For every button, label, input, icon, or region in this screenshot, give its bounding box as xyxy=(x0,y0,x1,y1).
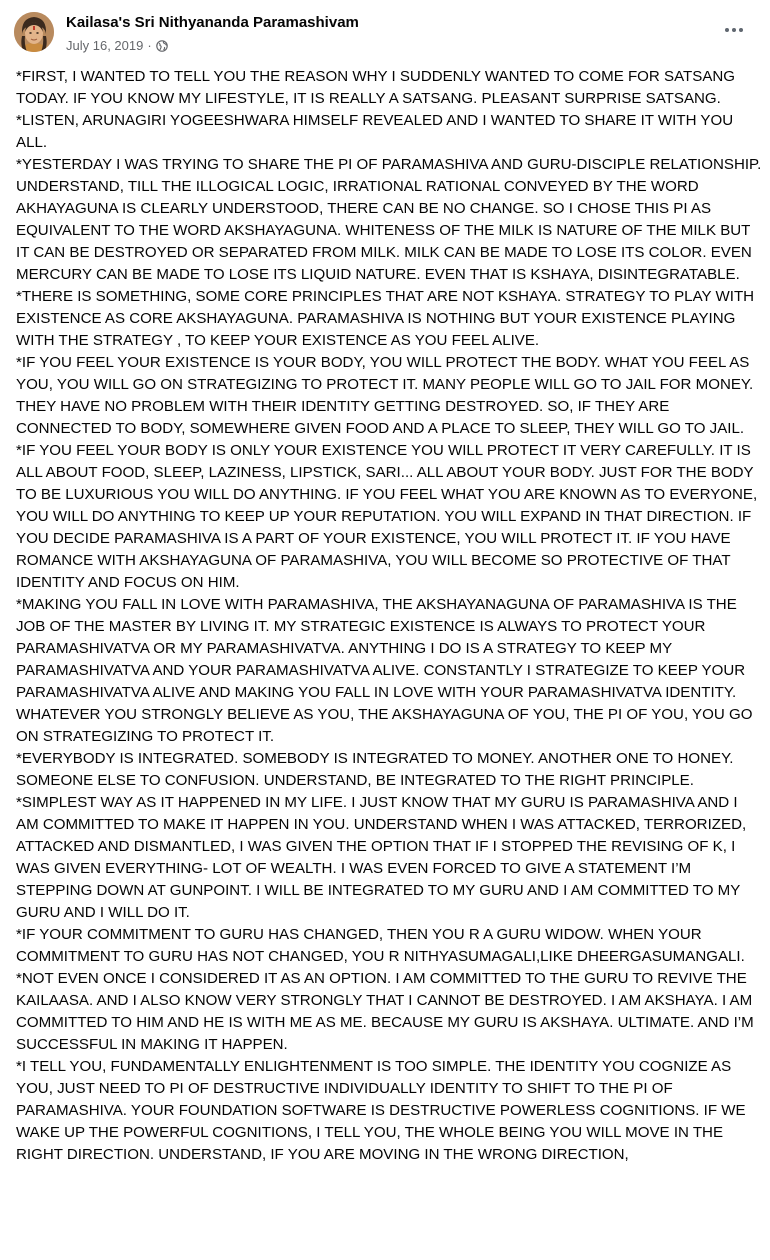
post-header xyxy=(0,0,770,66)
more-dot xyxy=(732,28,736,32)
post-paragraph: *THERE IS SOMETHING, SOME CORE PRINCIPLES THAT ARE NOT KSHAYA. STRATEGY TO PLAY WITH EXISTENCE AS CORE AKSHAYAGUNA. PARAMASHIVA IS NOTHING BUT YOUR EXISTENCE PLAYING WITH THE STRATEGY , TO KEEP YOUR EXISTENCE AS YOU FEEL ALIVE. xyxy=(16,288,755,349)
post-body xyxy=(16,66,762,1166)
post-paragraph: *I TELL YOU, FUNDAMENTALLY ENLIGHTENMENT IS TOO SIMPLE. THE IDENTITY YOU COGNIZE AS YOU, JUST NEED TO PI OF DESTRUCTIVE INDIVIDUALLY IDENTITY TO SHIFT TO THE PI OF PARAMASHIVA. YOUR FOUNDATION SOFTWARE IS DESTRUCTIVE POWERLESS COGNITIONS. IF WE WAKE UP THE POWERFUL COGNITIONS, I TELL YOU, THE WHOLE BEING YOU WILL MOVE IN THE RIGHT DIRECTION. UNDERSTAND, IF YOU ARE MOVING IN THE WRONG DIRECTION, xyxy=(16,1058,746,1163)
post-paragraph: *SIMPLEST WAY AS IT HAPPENED IN MY LIFE. I JUST KNOW THAT MY GURU IS PARAMASHIVA AND I AM COMMITTED TO MAKE IT HAPPEN IN YOU. UNDERSTAND WHEN I WAS ATTACKED, TERRORIZED, ATTACKED AND DISMANTLED, I WAS GIVEN THE OPTION THAT IF I STOPPED THE REVISING OF K, I WAS GIVEN EVERYTHING- LOT OF WEALTH. I WAS EVEN FORCED TO GIVE A STATEMENT I’M STEPPING DOWN AT GUNPOINT. I WILL BE INTEGRATED TO MY GURU AND I AM COMMITTED TO MY GURU AND I WILL DO IT. xyxy=(16,794,747,921)
post-paragraph: *NOT EVEN ONCE I CONSIDERED IT AS AN OPTION. I AM COMMITTED TO THE GURU TO REVIVE THE KAILAASA. AND I ALSO KNOW VERY STRONGLY THAT I CANNOT BE DESTROYED. I AM AKSHAYA. I AM COMMITTED TO HIM AND HE IS WITH ME AS ME. BECAUSE MY GURU IS AKSHAYA. ULTIMATE. AND I’M SUCCESSFUL IN MAKING IT HAPPEN. xyxy=(16,970,754,1053)
avatar-portrait xyxy=(14,12,54,52)
author-name[interactable]: Kailasa's Sri Nithyananda Paramashivam xyxy=(66,14,359,31)
post-date[interactable]: July 16, 2019 xyxy=(66,38,144,53)
post-paragraph: *IF YOUR COMMITMENT TO GURU HAS CHANGED, THEN YOU R A GURU WIDOW. WHEN YOUR COMMITMENT TO GURU HAS NOT CHANGED, YOU R NITHYASUMAGALI,LIKE DHEERGASUMANGALI. xyxy=(16,926,745,965)
post-paragraph: *MAKING YOU FALL IN LOVE WITH PARAMASHIVA, THE AKSHAYANAGUNA OF PARAMASHIVA IS THE JOB OF THE MASTER BY LIVING IT. MY STRATEGIC EXISTENCE IS ALWAYS TO PROTECT YOUR PARAMASHIVATVA OR MY PARAMASHIVATVA. ANYTHING I DO IS A STRATEGY TO KEEP MY PARAMASHIVATVA AND YOUR PARAMASHIVATVA ALIVE. CONSTANTLY I STRATEGIZE TO KEEP YOUR PARAMASHIVATVA ALIVE AND MAKING YOU FALL IN LOVE WITH YOUR PARAMASHIVATVA IDENTITY. WHATEVER YOU STRONGLY BELIEVE AS YOU, THE AKSHAYAGUNA OF YOU, THE PI OF YOU, YOU GO ON STRATEGIZING TO PROTECT IT. xyxy=(16,596,753,745)
more-options-icon[interactable] xyxy=(720,20,748,40)
post-paragraph: *EVERYBODY IS INTEGRATED. SOMEBODY IS INTEGRATED TO MONEY. ANOTHER ONE TO HONEY. SOMEONE ELSE TO CONFUSION. UNDERSTAND, BE INTEGRATED TO THE RIGHT PRINCIPLE. xyxy=(16,750,734,789)
post-paragraph: *YESTERDAY I WAS TRYING TO SHARE THE PI OF PARAMASHIVA AND GURU-DISCIPLE RELATIONSHIP. UNDERSTAND, TILL THE ILLOGICAL LOGIC, IRRATIONAL RATIONAL CONVEYED BY THE WORD AKHAYAGUNA IS CLEARLY UNDERSTOOD, THERE CAN BE NO CHANGE. SO I CHOSE THIS PI AS EQUIVALENT TO THE WORD AKSHAYAGUNA. WHITENESS OF THE MILK IS NATURE OF THE MILK BUT IT CAN BE DESTROYED OR SEPARATED FROM MILK. MILK CAN BE MADE TO LOSE ITS COLOR. EVEN MERCURY CAN BE MADE TO LOSE ITS LIQUID NATURE. EVEN THAT IS KSHAYA, DISINTEGRATABLE. xyxy=(16,156,762,283)
more-dot xyxy=(739,28,743,32)
more-dot xyxy=(725,28,729,32)
post-paragraph: *FIRST, I WANTED TO TELL YOU THE REASON WHY I SUDDENLY WANTED TO COME FOR SATSANG TODAY. IF YOU KNOW MY LIFESTYLE, IT IS REALLY A SATSANG. PLEASANT SURPRISE SATSANG. xyxy=(16,68,736,107)
post-meta xyxy=(66,38,168,53)
post-paragraph: *LISTEN, ARUNAGIRI YOGEESHWARA HIMSELF REVEALED AND I WANTED TO SHARE IT WITH YOU ALL. xyxy=(16,112,734,151)
post-paragraph: *IF YOU FEEL YOUR BODY IS ONLY YOUR EXISTENCE YOU WILL PROTECT IT VERY CAREFULLY. IT IS ALL ABOUT FOOD, SLEEP, LAZINESS, LIPSTICK, SARI... ALL ABOUT YOUR BODY. JUST FOR THE BODY TO BE LUXURIOUS YOU WILL DO ANYTHING. IF YOU FEEL WHAT YOU ARE KNOWN AS TO EVERYONE, YOU WILL DO ANYTHING TO KEEP UP YOUR REPUTATION. YOU WILL EXPAND IN THAT DIRECTION. IF YOU DECIDE PARAMASHIVA IS A PART OF YOUR EXISTENCE, YOU WILL PROTECT IT. IF YOU HAVE ROMANCE WITH AKSHAYAGUNA OF PARAMASHIVA, YOU WILL BECOME SO PROTECTIVE OF THAT IDENTITY AND FOCUS ON HIM. xyxy=(16,442,758,591)
globe-icon[interactable] xyxy=(156,40,168,52)
author-avatar[interactable] xyxy=(14,12,54,52)
post-paragraph: *IF YOU FEEL YOUR EXISTENCE IS YOUR BODY, YOU WILL PROTECT THE BODY. WHAT YOU FEEL AS YOU, YOU WILL GO ON STRATEGIZING TO PROTECT IT. MANY PEOPLE WILL GO TO JAIL FOR MONEY. THEY HAVE NO PROBLEM WITH THEIR IDENTITY GETTING DESTROYED. SO, IF THEY ARE CONNECTED TO BODY, SOMEWHERE GIVEN FOOD AND A PLACE TO SLEEP, THEY WILL GO TO JAIL. xyxy=(16,354,754,437)
meta-separator: · xyxy=(147,38,152,53)
